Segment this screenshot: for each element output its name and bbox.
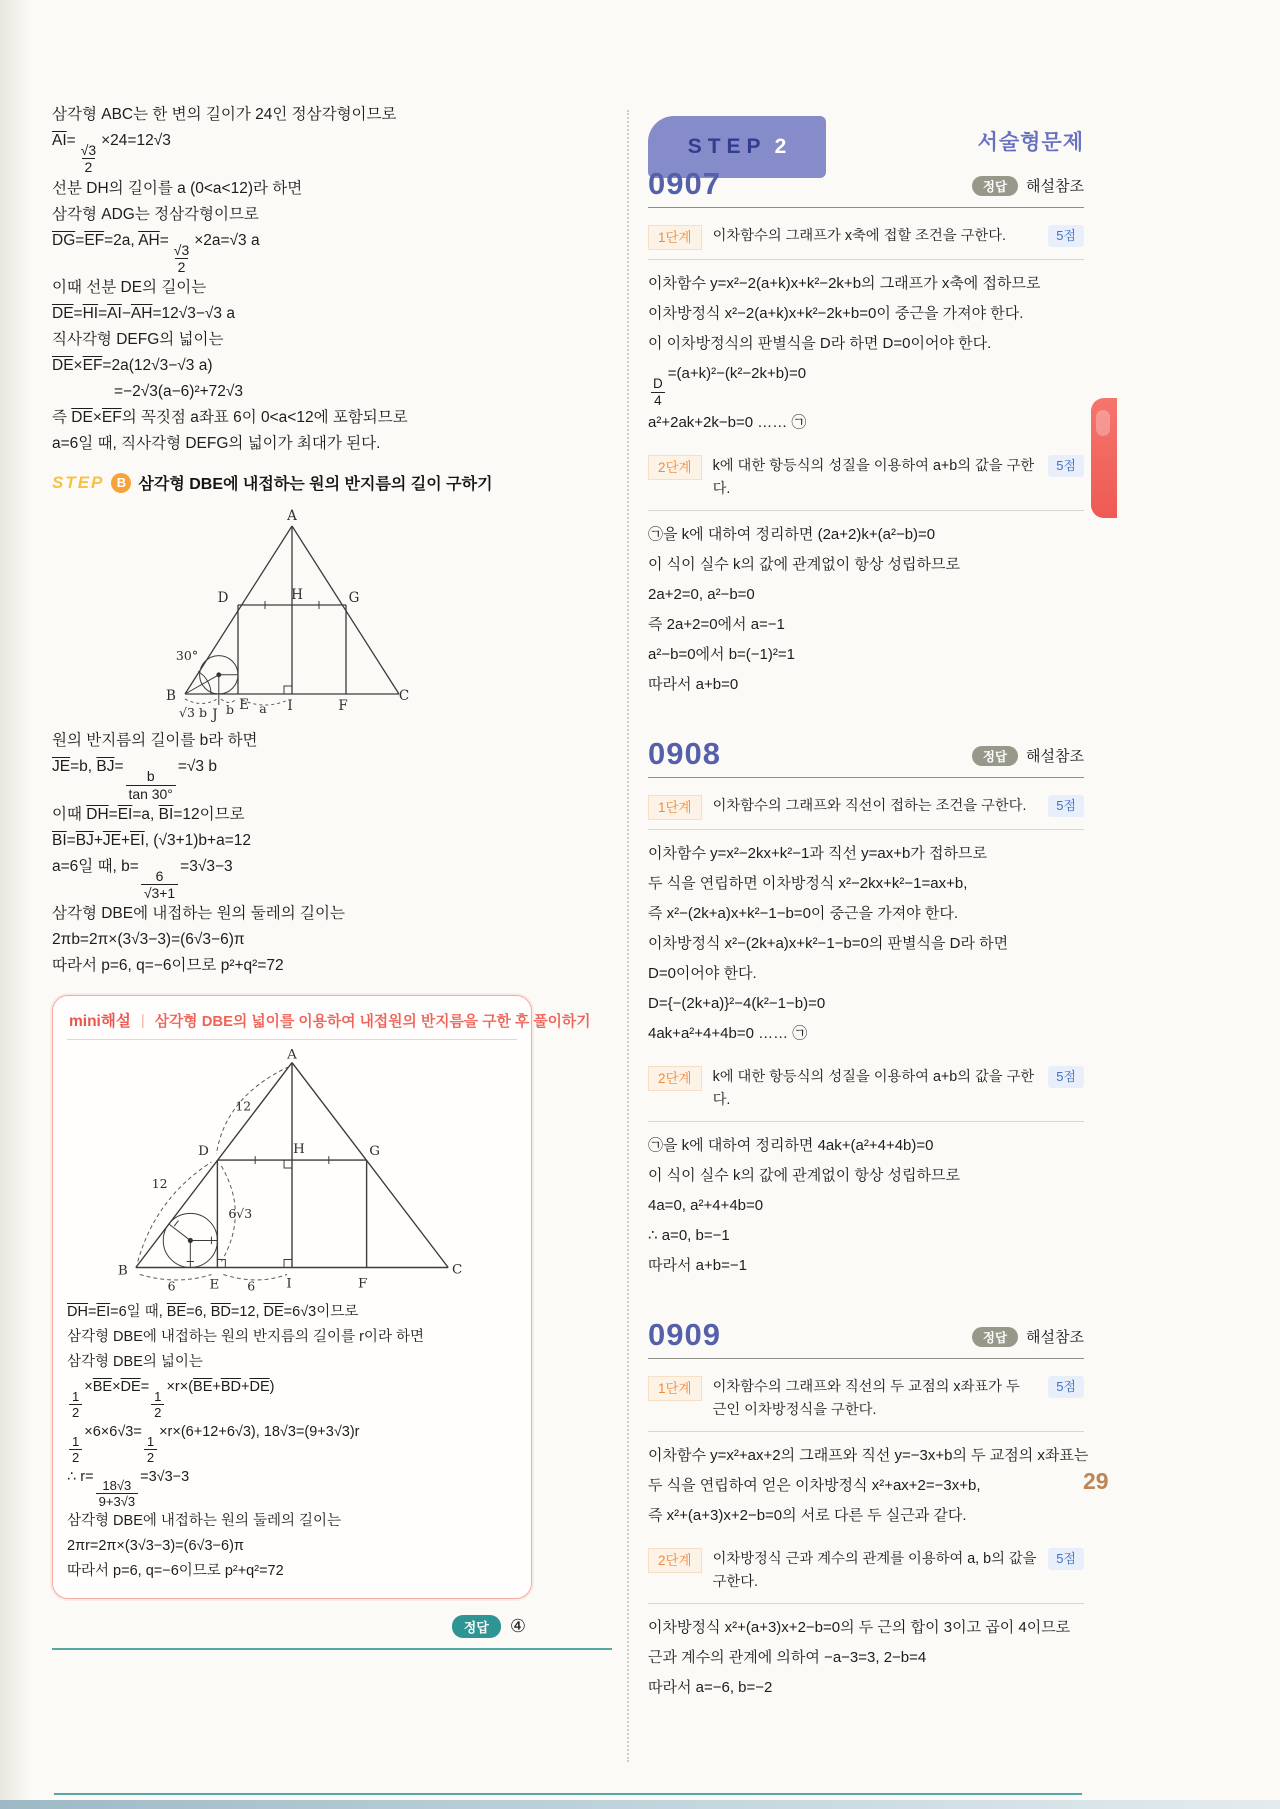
- solution-line: 2a+2=0, a²−b=0: [648, 586, 755, 604]
- points-badge: 5점: [1048, 1548, 1084, 1570]
- step-text: k에 대한 항등식의 성질을 이용하여 a+b의 값을 구한다.: [712, 1069, 1035, 1109]
- step-b-circle-icon: B: [111, 473, 131, 493]
- points-badge: 5점: [1048, 455, 1084, 477]
- solution-line: 원의 반지름의 길이를 b라 하면: [52, 732, 258, 750]
- answer-choice: ④: [509, 1616, 526, 1637]
- solution-line: 이 식이 실수 k의 값에 관계없이 항상 성립하므로: [648, 1167, 960, 1185]
- solution-line: 이차함수 y=x²−2kx+k²−1과 직선 y=ax+b가 접하므로: [648, 845, 987, 863]
- solution-line: a=6일 때, 직사각형 DEFG의 넓이가 최대가 된다.: [52, 435, 381, 453]
- diagram-label: 6√3: [228, 1205, 253, 1221]
- solution-line: 즉 x²−(2k+a)x+k²−1−b=0이 중근을 가져야 한다.: [648, 905, 958, 923]
- solution-line: 두 식을 연립하여 얻은 이차방정식 x²+ax+2=−3x+b,: [648, 1477, 981, 1495]
- solution-line: 이 식이 실수 k의 값에 관계없이 항상 성립하므로: [648, 556, 960, 574]
- diagram-label: I: [286, 1276, 292, 1292]
- step-b-heading: [52, 471, 532, 494]
- mini-title: 삼각형 DBE의 넓이를 이용하여 내접원의 반지름을 구한 후 풀이하기: [154, 1013, 591, 1030]
- solution-line: 이때 $\overline{DH}=\overline{EI}=a$, $\overline{BI}=12$이므로: [52, 805, 245, 823]
- solution-line: $\frac{D}{4}$ =(a+k)²−(k²−2k+b)=0: [653, 365, 807, 408]
- solution-line: $\overline{DG}=\overline{EF}=2a$, $\overline{AH}=$ $\frac{√3}{2}$ ×2a=√3 a: [52, 231, 260, 275]
- solution-line: a=6일 때, b= $\frac{6}{√3+1}$ =3√3−3: [52, 857, 233, 902]
- diagram-label: E: [239, 697, 249, 714]
- solution-line: a²+2ak+2k−b=0 …… ㉠: [648, 414, 807, 432]
- problem-answer: [972, 175, 1084, 202]
- problem-rule: [648, 777, 1084, 778]
- solution-line: 이차함수 y=x²−2(a+k)x+k²−2k+b의 그래프가 x축에 접하므로: [648, 275, 1041, 292]
- problem-rule: [648, 1358, 1084, 1359]
- left-column: [52, 102, 591, 1650]
- diagram-label: 6: [247, 1278, 256, 1294]
- answer-pill: 정답: [452, 1615, 501, 1638]
- points-badge: 5점: [1048, 795, 1084, 817]
- mini-solution-line: 삼각형 DBE에 내접하는 원의 둘레의 길이는: [67, 1513, 342, 1530]
- step2-number: 2: [774, 135, 787, 158]
- solution-line: 이 이차방정식의 판별식을 D라 하면 D=0이어야 한다.: [648, 335, 992, 352]
- solution-line: 2πb=2π×(3√3−3)=(6√3−6)π: [52, 931, 245, 949]
- solution-line: 이차함수 y=x²+ax+2의 그래프와 직선 y=−3x+b의 두 교점의 x좌표는: [648, 1447, 1089, 1465]
- step-row-1: [648, 1369, 1084, 1432]
- problem-head: [648, 736, 1084, 772]
- diagram-label: b: [225, 702, 235, 718]
- solution-line: 4ak+a²+4+4b=0 …… ㉠: [648, 1025, 808, 1043]
- diagram-label: 12: [235, 1098, 252, 1114]
- page-bottom-rule: [54, 1793, 1082, 1795]
- solution-line: 따라서 a+b=0: [648, 676, 739, 694]
- diagram-label: H: [293, 1142, 305, 1158]
- solution-line: 4a=0, a²+4+4b=0: [648, 1197, 764, 1215]
- solution-line: =−2√3(a−6)²+72√3: [52, 383, 244, 401]
- solution-line: a²−b=0에서 b=(−1)²=1: [648, 646, 795, 664]
- step-text: 이차함수의 그래프와 직선의 두 교점의 x좌표가 두 근인 이차방정식을 구한다.: [712, 1379, 1020, 1419]
- solution-line: ∴ a=0, b=−1: [648, 1227, 730, 1245]
- problem-number: 0908: [648, 736, 721, 772]
- solution-line: 근과 계수의 관계에 의하여 −a−3=3, 2−b=4: [648, 1649, 927, 1667]
- diagram-label: B: [117, 1263, 128, 1279]
- step-text: 이차함수의 그래프와 직선이 접하는 조건을 구한다.: [712, 798, 1027, 815]
- diagram-label: A: [287, 508, 297, 525]
- problem-0909: [648, 1317, 1089, 1703]
- answer-pill: 정답: [972, 176, 1018, 196]
- step-row-1: [648, 218, 1084, 260]
- answer-text: 해설참조: [1026, 1329, 1084, 1347]
- diagram-label: H: [291, 587, 303, 604]
- mini-solution-line: 삼각형 DBE의 넓이는: [67, 1354, 203, 1371]
- left-column-rule: [52, 1648, 612, 1650]
- problem-answer: [972, 745, 1084, 772]
- step-tag: 2단계: [648, 455, 702, 480]
- solution-line: $\overline{JE}=b$, $\overline{BJ}=$ $\frac{b}{\tan 30^\circ}$ =√3 b: [52, 758, 217, 802]
- problem-number: 0907: [648, 166, 721, 201]
- right-column: [648, 116, 1089, 1703]
- diagram-label: E: [209, 1277, 220, 1293]
- diagram-label: 30°: [175, 648, 199, 664]
- step-row-1: [648, 788, 1084, 830]
- mini-divider: |: [140, 1011, 145, 1029]
- solution-line: $\overline{AI}=$ $\frac{√3}{2}$ ×24=12√3: [52, 132, 171, 176]
- points-badge: 5점: [1048, 1066, 1084, 1088]
- diagram-label: D: [217, 590, 229, 607]
- problem-rule: [648, 207, 1084, 208]
- solution-line: 이때 선분 DE의 길이는: [52, 279, 207, 297]
- chapter-side-tab: [1091, 398, 1117, 518]
- mini-body: [67, 1300, 517, 1584]
- diagram-label: 12: [151, 1175, 168, 1191]
- solution-line: 이차방정식 x²−2(a+k)x+k²−2k+b=0이 중근을 가져야 한다.: [648, 305, 1024, 322]
- step-row-2: [648, 1059, 1084, 1122]
- step-tag: 2단계: [648, 1548, 702, 1573]
- mini-solution-line: $\frac{1}{2}$ $\times\overline{BE}\times\overline{DE}=$ $\frac{1}{2}$ $\times r\times(\overline{BE}+\overline{BD}+\overline{DE})$: [67, 1375, 517, 1420]
- problem-0907: [648, 166, 1084, 700]
- solution-line: 이차방정식 x²−(2k+a)x+k²−1−b=0의 판별식을 D라 하면: [648, 935, 1009, 953]
- diagram-2-container: [67, 1040, 517, 1300]
- answer-row: [52, 1615, 532, 1638]
- section-title: 서술형문제: [977, 131, 1084, 154]
- diagram-label: F: [357, 1276, 368, 1292]
- answer-text: 해설참조: [1026, 178, 1084, 195]
- triangle-diagram-1: [157, 508, 427, 726]
- solution-line: 따라서 p=6, q=−6이므로 p²+q²=72: [52, 957, 284, 975]
- mini-solution-line: ∴ r= $\frac{18√3}{9+3√3}$ =3√3−3: [67, 1468, 190, 1510]
- step-body-1: [648, 269, 1084, 438]
- diagram-1-container: [52, 502, 532, 728]
- diagram-label: D: [198, 1144, 209, 1160]
- solution-line: 선분 DH의 길이를 a (0<a<12)라 하면: [52, 179, 303, 197]
- step-body-1: [648, 1441, 1089, 1531]
- problem-head: [648, 1317, 1084, 1353]
- step-row-2: [648, 448, 1084, 511]
- points-badge: 5점: [1048, 225, 1084, 247]
- answer-pill: 정답: [972, 1327, 1018, 1347]
- solution-line: 즉 2a+2=0에서 a=−1: [648, 616, 785, 634]
- diagram-label: A: [287, 1047, 297, 1063]
- diagram-label: F: [338, 698, 348, 715]
- diagram-label: a: [259, 701, 267, 717]
- solution-line: 즉 x²+(a+3)x+2−b=0의 서로 다른 두 실근과 같다.: [648, 1507, 967, 1525]
- solution-line: 삼각형 ADG는 정삼각형이므로: [52, 205, 259, 223]
- problem-head: [648, 166, 1084, 202]
- problem-answer: [972, 1326, 1084, 1353]
- step-body-2: [648, 1613, 1084, 1703]
- solution-line: 따라서 a+b=−1: [648, 1257, 747, 1275]
- step-b-word: STEP: [52, 472, 105, 492]
- diagram-label: C: [452, 1262, 463, 1278]
- problem-number: 0909: [648, 1317, 721, 1353]
- step-tag: 1단계: [648, 1376, 702, 1401]
- triangle-diagram-2: [98, 1046, 486, 1298]
- mini-explanation-box: [52, 995, 591, 1599]
- points-badge: 5점: [1048, 1376, 1084, 1398]
- solution-line: $\overline{DE}=\overline{HI}=\overline{AI}-\overline{AH}=12√3-√3$ a: [52, 305, 235, 323]
- column-divider: [627, 110, 629, 1762]
- diagram-label: J: [212, 707, 218, 724]
- answer-pill: 정답: [972, 746, 1018, 766]
- step-tag: 1단계: [648, 795, 702, 820]
- step-body-2: [648, 1131, 1084, 1281]
- solution-line: 이차방정식 x²+(a+3)x+2−b=0의 두 근의 합이 3이고 곱이 4이므로: [648, 1619, 1071, 1637]
- diagram-label: G: [369, 1144, 380, 1160]
- step-tag: 1단계: [648, 225, 702, 250]
- solution-line: ㉠을 k에 대하여 정리하면 (2a+2)k+(a²−b)=0: [648, 526, 936, 544]
- diagram-label: C: [398, 688, 410, 705]
- solution-line: 따라서 a=−6, b=−2: [648, 1679, 773, 1697]
- step-text: k에 대한 항등식의 성질을 이용하여 a+b의 값을 구한다.: [712, 458, 1035, 498]
- solution-line: D={−(2k+a)}²−4(k²−1−b)=0: [648, 995, 826, 1013]
- solution-line: 즉 $\overline{DE}\times\overline{EF}$의 꼭짓점 a좌표 6이 0<a<12에 포함되므로: [52, 409, 408, 427]
- solution-line: ㉠을 k에 대하여 정리하면 4ak+(a²+4+4b)=0: [648, 1137, 934, 1155]
- step-body-2: [648, 520, 1084, 700]
- mini-solution-line: 2πr=2π×(3√3−3)=(6√3−6)π: [67, 1538, 244, 1555]
- diagram-label: 6: [167, 1278, 176, 1294]
- diagram-label: G: [348, 590, 360, 607]
- mini-solution-line: 따라서 p=6, q=−6이므로 p²+q²=72: [67, 1563, 284, 1580]
- solution-body: [52, 728, 532, 979]
- mini-solution-line: $\overline{DH}=\overline{EI}=6$일 때, $\overline{BE}=6$, $\overline{BD}=12$, $\overline{DE}=6√3$이므로: [67, 1304, 359, 1321]
- mini-header: [67, 1002, 591, 1040]
- solution-line: 두 식을 연립하면 이차방정식 x²−2kx+k²−1=ax+b,: [648, 875, 968, 893]
- step2-word: STEP: [687, 135, 767, 158]
- answer-text: 해설참조: [1026, 748, 1084, 766]
- mini-solution-line: 삼각형 DBE에 내접하는 원의 반지름의 길이를 r이라 하면: [67, 1329, 424, 1346]
- mini-solution-line: $\frac{1}{2}$ ×6×6√3= $\frac{1}{2}$ ×r×(6+12+6√3), 18√3=(9+3√3)r: [67, 1420, 517, 1465]
- diagram-1-labels: [166, 508, 409, 723]
- step-tag: 2단계: [648, 1066, 702, 1091]
- step-row-2: [648, 1541, 1084, 1604]
- solution-line: 직사각형 DEFG의 넓이는: [52, 331, 224, 349]
- step-text: 이차함수의 그래프가 x축에 접할 조건을 구한다.: [712, 228, 1006, 244]
- diagram-label: I: [287, 698, 293, 715]
- solution-line: 삼각형 ABC는 한 변의 길이가 24인 정삼각형이므로: [52, 106, 397, 123]
- step-body-1: [648, 839, 1084, 1049]
- solution-line: $\overline{BI}=\overline{BJ}+\overline{JE}+\overline{EI}$, (√3+1)b+a=12: [52, 831, 252, 849]
- step-b-title: 삼각형 DBE에 내접하는 원의 반지름의 길이 구하기: [138, 476, 493, 494]
- solution-line: D=0이어야 한다.: [648, 965, 757, 983]
- mini-label: mini해설: [69, 1013, 131, 1031]
- diagram-label: √3 b: [179, 705, 207, 721]
- solution-line: 삼각형 DBE에 내접하는 원의 둘레의 길이는: [52, 905, 345, 923]
- step-text: 이차방정식 근과 계수의 관계를 이용하여 a, b의 값을 구한다.: [712, 1551, 1037, 1591]
- diagram-label: B: [166, 688, 176, 705]
- diagram-2-labels: [118, 1048, 462, 1294]
- page-number: 29: [1083, 1468, 1109, 1494]
- solution-line: $\overline{DE}\times\overline{EF}=2a(12√3-√3$ a): [52, 357, 213, 375]
- problem-0908: [648, 736, 1084, 1281]
- solution-intro: [52, 102, 532, 457]
